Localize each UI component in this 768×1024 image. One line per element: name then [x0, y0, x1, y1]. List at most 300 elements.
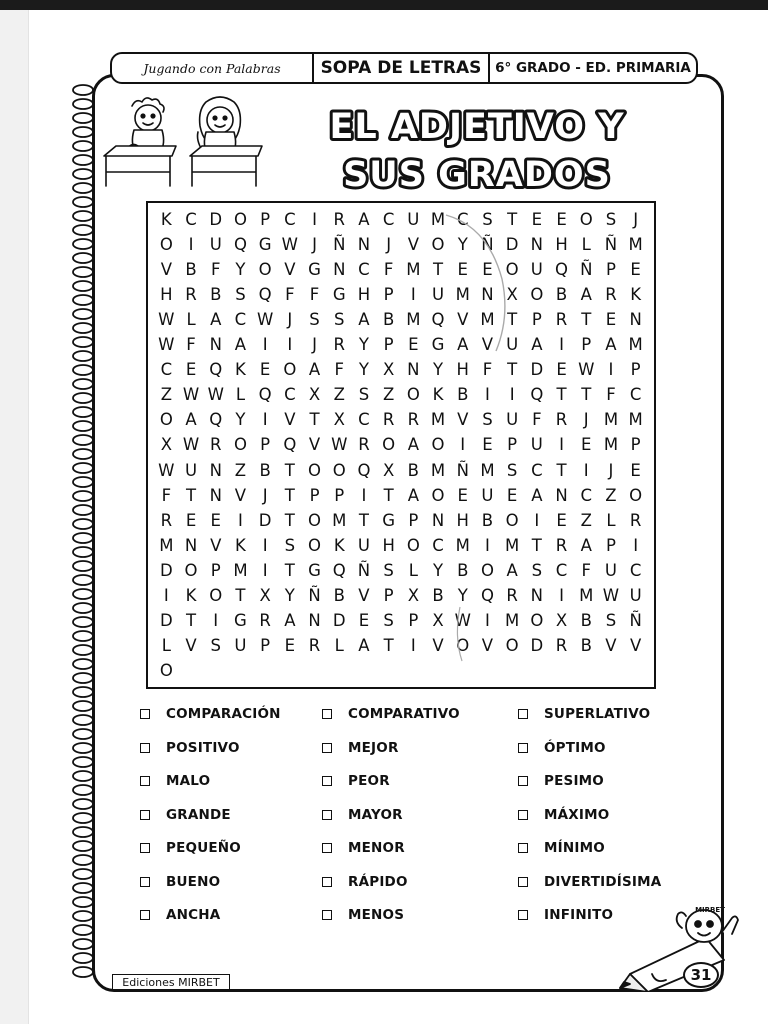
grid-letter: F [285, 285, 295, 305]
spiral-loop [73, 827, 93, 837]
checkbox[interactable] [140, 843, 150, 853]
grid-letter: O [184, 560, 198, 580]
grid-letter: C [531, 460, 543, 480]
grid-letter: E [185, 360, 197, 380]
publisher-label: Ediciones MIRBET [112, 974, 230, 990]
top-edge [0, 0, 768, 10]
checkbox[interactable] [140, 743, 150, 753]
grid-letter: W [158, 335, 175, 355]
grid-letter: M [603, 410, 619, 430]
grid-letter: U [530, 435, 543, 455]
grid-letter: P [383, 335, 394, 355]
grid-letter: U [481, 485, 494, 505]
grid-letter: E [284, 635, 296, 655]
series-title: Jugando con Palabras [143, 60, 281, 76]
grid-letter: V [160, 260, 172, 280]
grid-letter: O [308, 460, 322, 480]
grid-letter: L [606, 510, 616, 530]
spiral-loop [73, 225, 93, 235]
grid-letter: E [556, 210, 567, 230]
grid-letter: H [382, 535, 395, 555]
grid-letter: B [382, 310, 395, 330]
grid-letter: P [210, 560, 221, 580]
grid-letter: V [457, 310, 469, 330]
grid-letter: U [506, 410, 519, 430]
grid-letter: A [580, 535, 592, 555]
spiral-loop [73, 351, 93, 361]
grid-letter: N [481, 285, 494, 305]
grid-letter: V [630, 635, 642, 655]
grid-letter: N [431, 510, 445, 530]
grid-letter: T [284, 560, 295, 580]
grid-letter: O [629, 485, 643, 505]
grid-letter: M [505, 610, 520, 630]
grid-letter: C [432, 535, 444, 555]
pencil-brand-text: MIRBET [695, 906, 725, 914]
grid-letter: K [432, 385, 444, 405]
spiral-loop [73, 967, 93, 977]
grid-letter: O [406, 385, 420, 405]
grid-letter: O [431, 435, 445, 455]
grid-letter: A [531, 485, 543, 505]
word-list-item [140, 840, 241, 856]
spiral-loop [73, 323, 93, 333]
word-label: BUENO [166, 873, 221, 890]
grid-letter: N [209, 485, 222, 505]
spiral-loop [73, 239, 93, 249]
grid-letter: F [161, 485, 172, 505]
grid-letter: M [480, 310, 495, 330]
spiral-loop [73, 547, 93, 557]
spiral-loop [73, 757, 93, 767]
grid-letter: E [581, 435, 592, 455]
spiral-loop [73, 253, 93, 263]
grid-letter: E [556, 510, 567, 530]
checkbox[interactable] [518, 910, 528, 920]
grid-letter: O [159, 235, 173, 255]
grid-letter: S [358, 385, 370, 405]
grid-letter: E [630, 260, 641, 280]
grid-letter: T [432, 260, 444, 280]
grid-letter: X [382, 460, 395, 480]
word-list-item [322, 907, 404, 923]
grid-letter: I [262, 335, 268, 355]
grid-letter: I [460, 435, 466, 455]
word-list-item [322, 874, 408, 890]
checkbox[interactable] [518, 709, 528, 719]
checkbox[interactable] [518, 843, 528, 853]
word-list-item [518, 807, 609, 823]
checkbox[interactable] [322, 743, 332, 753]
grid-letter: Ñ [357, 560, 371, 580]
spiral-loop [73, 911, 93, 921]
grid-letter: U [506, 335, 519, 355]
grid-letter: M [430, 410, 446, 430]
grid-letter: J [583, 410, 589, 430]
checkbox[interactable] [140, 776, 150, 786]
grid-letter: D [159, 610, 173, 630]
grid-letter: G [308, 260, 321, 280]
grid-letter: O [258, 260, 272, 280]
grid-letter: W [182, 385, 200, 405]
word-label: MENOR [348, 840, 405, 856]
grid-letter: W [256, 310, 274, 330]
word-label: MAYOR [348, 806, 403, 823]
grid-letter: F [532, 410, 542, 430]
grid-letter: N [407, 360, 420, 380]
grid-letter: A [407, 485, 419, 505]
grid-letter: M [406, 260, 421, 280]
word-label: INFINITO [544, 907, 614, 923]
grid-letter: U [185, 460, 198, 480]
grid-letter: I [559, 585, 564, 605]
grid-letter: Z [605, 485, 617, 505]
grid-letter: O [159, 660, 173, 680]
word-label: MÁXIMO [544, 806, 610, 823]
grid-letter: S [383, 610, 394, 630]
spiral-loop [73, 785, 93, 795]
grid-letter: R [407, 410, 420, 430]
grid-letter: P [334, 485, 345, 505]
grid-letter: F [482, 360, 493, 380]
grid-letter: I [410, 285, 416, 305]
grid-letter: R [259, 610, 271, 630]
grid-letter: C [160, 360, 173, 380]
grid-letter: I [262, 535, 268, 555]
spiral-loop [73, 477, 93, 487]
checkbox[interactable] [322, 709, 332, 719]
grid-letter: E [506, 485, 518, 505]
grid-letter: M [332, 510, 347, 530]
word-label: COMPARACIÓN [166, 706, 281, 722]
grid-letter: C [185, 210, 197, 230]
grid-letter: Ñ [333, 235, 346, 255]
grid-letter: C [555, 560, 568, 580]
spiral-loop [73, 939, 93, 949]
grid-letter: O [382, 435, 396, 455]
grid-letter: M [430, 460, 446, 480]
worksheet-title [282, 106, 696, 192]
grid-letter: P [605, 260, 616, 280]
checkbox[interactable] [322, 776, 332, 786]
spiral-loop [73, 85, 93, 95]
word-list-item [140, 740, 240, 756]
grid-letter: K [160, 210, 172, 230]
grid-letter: T [185, 485, 197, 505]
word-list-item [140, 874, 220, 890]
grid-letter: V [284, 260, 296, 280]
grid-letter: I [633, 535, 639, 555]
grid-letter: P [531, 310, 542, 330]
grid-letter: M [159, 535, 174, 555]
spiral-loop [73, 435, 93, 445]
grid-letter: V [185, 635, 197, 655]
word-list-item [518, 740, 606, 756]
grid-letter: K [235, 360, 246, 380]
grid-letter: O [505, 635, 519, 655]
word-list-item [140, 706, 281, 722]
grid-letter: N [209, 335, 222, 355]
checkbox[interactable] [518, 877, 528, 887]
grid-letter: T [581, 310, 592, 330]
grid-letter: N [209, 460, 222, 480]
grid-letter: Q [332, 560, 346, 580]
grid-letter: N [184, 535, 198, 555]
grid-letter: V [605, 635, 617, 655]
grid-letter: G [332, 285, 346, 305]
grid-letter: Ñ [456, 460, 469, 480]
grid-letter: O [308, 510, 322, 530]
pencil-mascot-illustration [612, 902, 742, 992]
spiral-loop [73, 813, 93, 823]
grid-letter: W [182, 435, 200, 455]
grid-letter: N [308, 610, 321, 630]
grid-letter: V [432, 635, 444, 655]
grid-letter: V [234, 485, 247, 505]
spiral-loop [73, 855, 93, 865]
grid-letter: O [233, 435, 247, 455]
grid-letter: Z [234, 460, 247, 480]
grid-letter: F [383, 260, 394, 280]
grid-letter: O [209, 585, 223, 605]
grid-letter: E [457, 260, 468, 280]
grid-letter: Ñ [604, 235, 618, 255]
grid-letter: E [358, 610, 370, 630]
word-label: PESIMO [544, 773, 604, 789]
grid-letter: N [357, 235, 371, 255]
word-label: PEOR [348, 773, 390, 789]
grid-letter: Y [358, 360, 369, 380]
grid-letter: I [583, 460, 589, 480]
grid-letter: D [505, 235, 519, 255]
spiral-loop [73, 687, 93, 697]
grid-letter: T [383, 485, 394, 505]
grid-letter: D [530, 360, 544, 380]
grid-letter: I [238, 510, 243, 530]
grid-letter: L [161, 635, 171, 655]
word-list-item [322, 773, 390, 789]
word-list-item [518, 907, 613, 923]
spiral-loop [73, 575, 93, 585]
grid-letter: G [382, 510, 396, 530]
grid-letter: S [284, 535, 296, 555]
spiral-loop [73, 729, 93, 739]
spiral-loop [73, 715, 93, 725]
spiral-loop [73, 561, 93, 571]
grid-letter: R [333, 335, 345, 355]
grid-letter: A [234, 335, 247, 355]
grid-letter: P [507, 435, 518, 455]
grid-letter: P [630, 435, 641, 455]
grid-letter: M [233, 560, 248, 580]
grid-letter: M [480, 460, 495, 480]
spiral-loop [73, 211, 93, 221]
grid-letter: X [333, 410, 345, 430]
grid-letter: I [534, 510, 540, 530]
grid-letter: K [333, 535, 345, 555]
grid-letter: Z [382, 385, 395, 405]
checkbox[interactable] [322, 877, 332, 887]
checkbox[interactable] [140, 877, 150, 887]
grid-letter: M [628, 235, 643, 255]
grid-letter: Y [284, 585, 295, 605]
grid-letter: O [159, 410, 173, 430]
grid-letter: O [530, 610, 544, 630]
grid-letter: S [309, 310, 320, 330]
grid-letter: F [334, 360, 344, 380]
grid-letter: T [556, 385, 567, 405]
spiral-loop [73, 659, 93, 669]
grid-letter: I [361, 485, 367, 505]
spiral-loop [73, 141, 93, 151]
grid-letter: A [580, 285, 592, 305]
spiral-loop [73, 505, 93, 515]
grid-letter: H [456, 510, 469, 530]
grid-letter: A [284, 610, 296, 630]
grid-letter: Q [258, 385, 272, 405]
grid-letter: T [507, 210, 518, 230]
grid-letter: L [581, 235, 591, 255]
grid-letter: T [235, 585, 246, 605]
grid-letter: V [308, 435, 321, 455]
grid-letter: E [185, 510, 197, 530]
grid-letter: U [530, 260, 543, 280]
grid-letter: U [432, 285, 445, 305]
spiral-loop [73, 799, 93, 809]
grid-letter: A [531, 335, 543, 355]
grid-letter: D [332, 610, 346, 630]
grid-letter: Q [357, 460, 371, 480]
checkbox[interactable] [140, 709, 150, 719]
grid-letter: R [555, 310, 568, 330]
grid-letter: G [431, 335, 445, 355]
grid-letter: C [382, 210, 395, 230]
grid-letter: P [630, 360, 641, 380]
checkbox[interactable] [518, 776, 528, 786]
grid-letter: M [603, 435, 619, 455]
grid-letter: B [259, 460, 271, 480]
grid-letter: E [457, 485, 468, 505]
word-label: ÓPTIMO [544, 739, 606, 756]
word-list-item [140, 807, 231, 823]
word-list-item [322, 740, 399, 756]
grid-letter: B [481, 510, 494, 530]
spiral-loop [73, 519, 93, 529]
grid-letter: X [160, 435, 172, 455]
grid-letter: S [605, 210, 617, 230]
grid-letter: E [259, 360, 271, 380]
grid-letter: O [505, 510, 519, 530]
grid-letter: S [235, 285, 246, 305]
spiral-loop [73, 603, 93, 613]
grid-letter: X [308, 385, 321, 405]
grid-letter: P [260, 635, 271, 655]
spiral-loop [73, 631, 93, 641]
grid-letter: I [213, 610, 219, 630]
grid-letter: C [234, 310, 247, 330]
grid-letter: Q [283, 435, 297, 455]
word-label: COMPARATIVO [348, 706, 460, 722]
word-label: SUPERLATIVO [544, 706, 651, 722]
grid-letter: O [431, 485, 445, 505]
grid-letter: P [309, 485, 320, 505]
spiral-loop [73, 267, 93, 277]
grid-letter: V [457, 410, 469, 430]
grid-letter: J [312, 235, 317, 255]
grid-letter: P [605, 535, 616, 555]
word-label: MALO [166, 773, 211, 789]
grid-letter: V [284, 410, 296, 430]
grid-letter: O [579, 210, 593, 230]
checkbox[interactable] [140, 910, 150, 920]
spiral-loop [73, 155, 93, 165]
grid-letter: T [309, 410, 320, 430]
grid-letter: B [333, 585, 345, 605]
grid-letter: Z [160, 385, 172, 405]
grid-letter: W [158, 310, 175, 330]
spiral-loop [73, 673, 93, 683]
grid-letter: Y [457, 235, 468, 255]
grid-letter: I [608, 360, 614, 380]
spiral-loop [73, 925, 93, 935]
grid-letter: S [334, 310, 345, 330]
grade-level: 6° GRADO - ED. PRIMARIA [495, 60, 691, 76]
spiral-loop [73, 645, 93, 655]
grid-letter: S [383, 560, 394, 580]
checkbox[interactable] [140, 810, 150, 820]
spiral-loop [73, 127, 93, 137]
grid-letter: Q [258, 285, 272, 305]
grid-letter: B [432, 585, 444, 605]
word-label: RÁPIDO [348, 873, 408, 890]
grid-letter: I [410, 635, 416, 655]
checkbox[interactable] [322, 843, 332, 853]
grid-letter: B [210, 285, 222, 305]
grid-letter: H [555, 235, 568, 255]
grid-letter: V [210, 535, 222, 555]
grid-letter: C [456, 210, 469, 230]
grid-letter: R [358, 435, 370, 455]
checkbox[interactable] [322, 810, 332, 820]
grid-letter: J [262, 485, 268, 505]
grid-letter: C [284, 210, 296, 230]
grid-letter: Z [580, 510, 592, 530]
grid-letter: X [506, 285, 518, 305]
grid-letter: E [482, 260, 493, 280]
grid-letter: T [358, 510, 369, 530]
checkbox[interactable] [518, 810, 528, 820]
grid-letter: R [506, 585, 518, 605]
grid-letter: D [258, 510, 272, 530]
grid-letter: S [482, 410, 493, 430]
spiral-loop [73, 281, 93, 291]
grid-letter: U [234, 635, 247, 655]
checkbox[interactable] [322, 910, 332, 920]
grid-letter: Q [209, 410, 223, 430]
word-label: MENOS [348, 907, 405, 923]
grid-letter: T [284, 460, 295, 480]
grid-letter: R [210, 435, 222, 455]
grid-letter: R [629, 510, 642, 530]
spiral-loop [73, 617, 93, 627]
grid-letter: Q [233, 235, 247, 255]
spiral-loop [73, 337, 93, 347]
spiral-loop [73, 183, 93, 193]
grid-letter: R [333, 210, 345, 230]
grid-letter: P [260, 435, 271, 455]
grid-letter: P [383, 285, 394, 305]
checkbox[interactable] [518, 743, 528, 753]
